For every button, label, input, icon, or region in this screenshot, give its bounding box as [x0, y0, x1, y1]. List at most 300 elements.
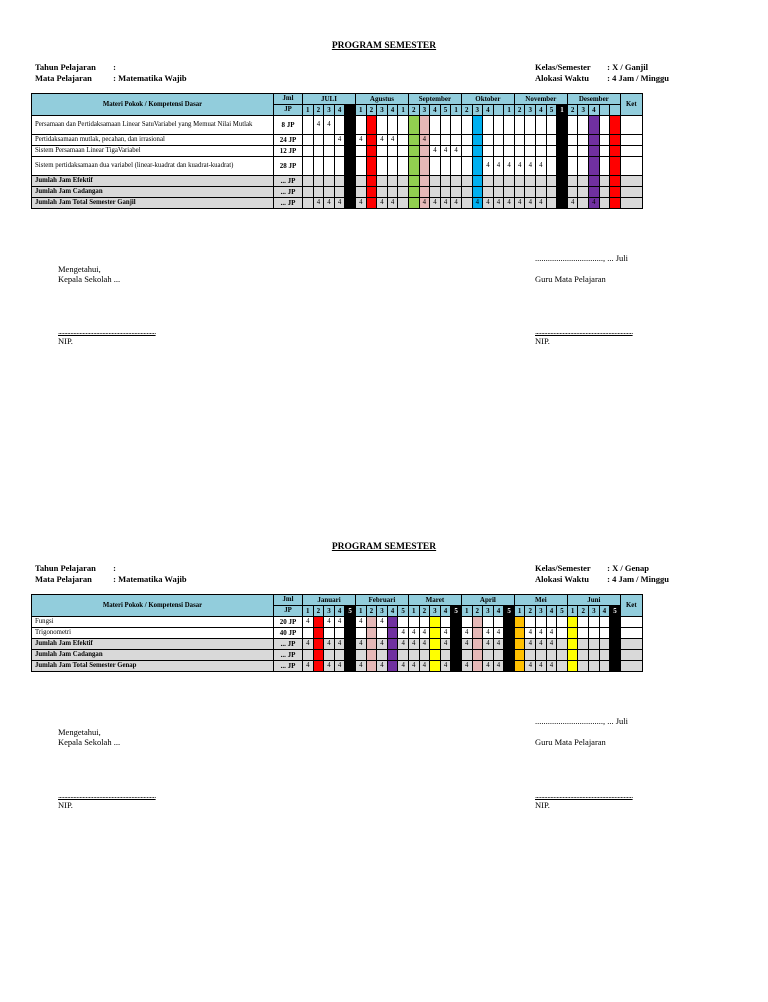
week-cell — [504, 116, 515, 135]
week-cell — [398, 135, 409, 146]
week-cell — [578, 639, 589, 650]
week-cell — [557, 146, 568, 157]
alokasi-waktu — [535, 73, 669, 84]
week-cell — [334, 628, 345, 639]
week-number: 5 — [557, 606, 568, 617]
week-cell — [461, 116, 472, 135]
materi-cell: Trigonometri — [32, 628, 274, 639]
week-cell — [324, 650, 335, 661]
week-cell — [472, 187, 483, 198]
alokasi-value: : 4 Jam / Minggu — [607, 574, 669, 584]
nip-left: NIP. — [58, 800, 73, 810]
week-cell — [610, 661, 621, 672]
week-cell — [472, 135, 483, 146]
week-cell — [536, 187, 547, 198]
week-cell — [398, 187, 409, 198]
month-header: Mei — [514, 595, 567, 606]
week-cell: 4 — [377, 639, 388, 650]
week-cell — [557, 650, 568, 661]
week-cell — [589, 146, 600, 157]
week-number: 1 — [355, 105, 366, 116]
kepala-sekolah-label: Kepala Sekolah ... — [58, 737, 121, 747]
week-cell — [472, 661, 483, 672]
week-cell — [430, 661, 441, 672]
week-number: 5 — [451, 606, 462, 617]
week-cell — [578, 146, 589, 157]
week-cell — [578, 135, 589, 146]
week-cell: 4 — [589, 198, 600, 209]
week-cell — [546, 157, 557, 176]
week-cell: 4 — [355, 661, 366, 672]
week-cell — [345, 157, 356, 176]
week-cell — [525, 135, 536, 146]
week-cell — [536, 146, 547, 157]
week-cell — [303, 198, 314, 209]
week-cell — [589, 187, 600, 198]
week-cell — [472, 176, 483, 187]
week-cell — [387, 628, 398, 639]
program-semester-table — [31, 594, 643, 672]
kelas-label: Kelas/Semester — [535, 563, 591, 573]
week-cell — [408, 116, 419, 135]
week-cell — [483, 116, 494, 135]
week-cell — [483, 617, 494, 628]
jp-cell: ... JP — [274, 187, 303, 198]
week-cell — [430, 639, 441, 650]
semester-genap-section — [0, 500, 768, 820]
week-number — [599, 105, 610, 116]
week-cell — [578, 617, 589, 628]
week-cell — [451, 116, 462, 135]
week-cell: 4 — [408, 661, 419, 672]
page-title: PROGRAM SEMESTER — [331, 41, 437, 51]
week-number: 3 — [536, 606, 547, 617]
week-cell — [514, 187, 525, 198]
week-cell: 4 — [483, 661, 494, 672]
week-cell: 4 — [546, 628, 557, 639]
week-cell — [440, 116, 451, 135]
ket-header: Ket — [620, 595, 642, 617]
week-cell: 4 — [525, 628, 536, 639]
week-cell: 4 — [324, 116, 335, 135]
week-cell — [313, 661, 324, 672]
week-cell — [345, 176, 356, 187]
tahun-value: : — [113, 563, 116, 573]
week-cell — [610, 116, 621, 135]
table-header-row — [32, 595, 643, 606]
week-cell — [504, 146, 515, 157]
table-row — [32, 617, 643, 628]
week-number: 1 — [514, 606, 525, 617]
week-cell — [303, 176, 314, 187]
week-cell — [313, 617, 324, 628]
week-number: 3 — [589, 606, 600, 617]
week-cell — [493, 146, 504, 157]
week-cell — [525, 617, 536, 628]
week-cell — [546, 135, 557, 146]
week-cell — [610, 157, 621, 176]
week-cell — [345, 650, 356, 661]
page-title: PROGRAM SEMESTER — [331, 542, 437, 552]
week-number: 2 — [419, 606, 430, 617]
week-cell: 4 — [440, 639, 451, 650]
week-cell — [324, 176, 335, 187]
mata-pelajaran — [35, 73, 187, 84]
week-cell — [334, 116, 345, 135]
table-row — [32, 198, 643, 209]
month-header: April — [461, 595, 514, 606]
jml-header: Jml — [274, 595, 303, 606]
week-cell — [599, 187, 610, 198]
week-cell: 4 — [324, 198, 335, 209]
week-cell — [504, 617, 515, 628]
week-number: 2 — [472, 606, 483, 617]
week-cell — [461, 135, 472, 146]
guru-label: Guru Mata Pelajaran — [535, 274, 606, 284]
week-cell: 4 — [483, 198, 494, 209]
week-number: 5 — [546, 105, 557, 116]
week-cell — [610, 187, 621, 198]
week-cell — [504, 639, 515, 650]
week-number: 1 — [557, 105, 568, 116]
week-number: 4 — [599, 606, 610, 617]
week-cell — [313, 157, 324, 176]
jml-header: Jml — [274, 94, 303, 105]
week-cell: 4 — [483, 628, 494, 639]
week-number: 4 — [334, 606, 345, 617]
mapel-value: : Matematika Wajib — [113, 574, 187, 584]
tahun-label: Tahun Pelajaran — [35, 62, 96, 72]
week-cell: 4 — [493, 198, 504, 209]
week-cell — [345, 628, 356, 639]
week-cell — [461, 157, 472, 176]
week-number: 3 — [578, 105, 589, 116]
week-cell: 4 — [334, 198, 345, 209]
week-number: 3 — [472, 105, 483, 116]
tahun-label: Tahun Pelajaran — [35, 563, 96, 573]
week-cell — [430, 176, 441, 187]
week-cell — [377, 116, 388, 135]
week-cell — [355, 628, 366, 639]
week-cell — [419, 157, 430, 176]
week-number: 3 — [324, 606, 335, 617]
week-cell — [377, 146, 388, 157]
week-cell — [303, 135, 314, 146]
materi-cell: Jumlah Jam Cadangan — [32, 187, 274, 198]
week-cell — [419, 617, 430, 628]
week-number: 1 — [303, 105, 314, 116]
week-cell — [536, 116, 547, 135]
week-cell — [610, 650, 621, 661]
week-cell: 4 — [536, 198, 547, 209]
week-cell — [472, 628, 483, 639]
week-cell — [430, 628, 441, 639]
week-cell — [408, 650, 419, 661]
week-number: 4 — [493, 606, 504, 617]
week-number: 3 — [377, 606, 388, 617]
week-cell — [324, 628, 335, 639]
mapel-label: Mata Pelajaran — [35, 73, 92, 83]
week-cell — [610, 617, 621, 628]
week-cell — [567, 650, 578, 661]
week-number: 4 — [387, 105, 398, 116]
week-cell — [430, 187, 441, 198]
week-cell — [366, 661, 377, 672]
week-cell — [546, 116, 557, 135]
week-number: 2 — [366, 606, 377, 617]
week-cell — [303, 650, 314, 661]
week-cell — [366, 146, 377, 157]
week-cell — [557, 116, 568, 135]
week-cell: 4 — [536, 157, 547, 176]
week-cell — [366, 617, 377, 628]
week-cell — [430, 650, 441, 661]
nip-right: NIP. — [535, 336, 550, 346]
week-cell — [313, 176, 324, 187]
week-number: 4 — [483, 105, 494, 116]
month-header: Juni — [567, 595, 620, 606]
week-cell — [599, 650, 610, 661]
signature-line-left: ................................................................ — [58, 790, 156, 800]
week-cell: 4 — [313, 116, 324, 135]
week-number: 1 — [398, 105, 409, 116]
week-cell: 4 — [493, 661, 504, 672]
week-cell — [387, 116, 398, 135]
week-cell — [461, 617, 472, 628]
week-number: 2 — [366, 105, 377, 116]
jp-cell: ... JP — [274, 176, 303, 187]
week-number: 5 — [398, 606, 409, 617]
week-cell — [377, 157, 388, 176]
week-number: 3 — [324, 105, 335, 116]
week-cell — [514, 116, 525, 135]
week-number: 1 — [567, 606, 578, 617]
week-cell — [546, 146, 557, 157]
week-number: 1 — [451, 105, 462, 116]
guru-label: Guru Mata Pelajaran — [535, 737, 606, 747]
kelas-value: : X / Genap — [607, 563, 649, 573]
materi-cell: Jumlah Jam Efektif — [32, 639, 274, 650]
week-number: 2 — [578, 606, 589, 617]
week-cell — [303, 116, 314, 135]
week-cell — [514, 176, 525, 187]
week-cell — [377, 187, 388, 198]
week-cell — [514, 146, 525, 157]
week-cell: 4 — [387, 198, 398, 209]
week-cell — [451, 650, 462, 661]
week-cell — [536, 617, 547, 628]
week-cell — [345, 639, 356, 650]
week-cell — [408, 187, 419, 198]
week-cell: 4 — [451, 198, 462, 209]
week-cell: 4 — [567, 198, 578, 209]
jp-cell: ... JP — [274, 661, 303, 672]
week-cell — [589, 617, 600, 628]
week-cell — [313, 639, 324, 650]
week-cell — [408, 617, 419, 628]
week-number: 5 — [610, 606, 621, 617]
week-number: 5 — [504, 606, 515, 617]
week-cell: 4 — [461, 639, 472, 650]
ket-cell — [620, 176, 642, 187]
week-cell — [589, 628, 600, 639]
table-row — [32, 187, 643, 198]
alokasi-waktu — [535, 574, 669, 585]
week-cell — [440, 617, 451, 628]
week-cell — [387, 176, 398, 187]
week-number: 1 — [303, 606, 314, 617]
month-header: November — [514, 94, 567, 105]
week-cell — [599, 661, 610, 672]
week-number: 4 — [430, 105, 441, 116]
week-cell — [461, 650, 472, 661]
week-cell — [493, 135, 504, 146]
week-number: 1 — [408, 606, 419, 617]
week-cell — [472, 617, 483, 628]
week-cell — [578, 176, 589, 187]
week-cell — [504, 135, 515, 146]
week-cell: 4 — [483, 639, 494, 650]
week-cell: 4 — [303, 661, 314, 672]
month-header: Januari — [303, 595, 356, 606]
week-cell — [419, 116, 430, 135]
week-number: 3 — [377, 105, 388, 116]
week-cell — [504, 176, 515, 187]
week-cell — [366, 157, 377, 176]
week-cell — [567, 187, 578, 198]
week-number: 4 — [536, 105, 547, 116]
week-cell — [334, 187, 345, 198]
week-cell — [589, 176, 600, 187]
signature-line-right: ................................................................ — [535, 790, 633, 800]
week-cell — [578, 628, 589, 639]
kelas-semester — [535, 62, 648, 73]
week-cell — [599, 176, 610, 187]
week-cell — [387, 661, 398, 672]
week-cell: 4 — [525, 639, 536, 650]
jp-cell: 8 JP — [274, 116, 303, 135]
week-cell: 4 — [440, 198, 451, 209]
week-number: 2 — [525, 606, 536, 617]
week-cell — [387, 157, 398, 176]
week-cell — [387, 639, 398, 650]
week-cell — [599, 617, 610, 628]
week-cell: 4 — [525, 661, 536, 672]
week-cell: 4 — [419, 639, 430, 650]
week-cell — [303, 187, 314, 198]
table-header-row — [32, 94, 643, 105]
week-cell — [567, 146, 578, 157]
week-cell — [419, 176, 430, 187]
week-cell — [472, 146, 483, 157]
week-number: 2 — [313, 606, 324, 617]
week-cell — [472, 650, 483, 661]
jp-cell: 20 JP — [274, 617, 303, 628]
ket-header: Ket — [620, 94, 642, 116]
week-cell — [514, 661, 525, 672]
table-row — [32, 157, 643, 176]
table-row — [32, 650, 643, 661]
week-cell — [398, 157, 409, 176]
week-number: 4 — [440, 606, 451, 617]
week-cell — [451, 628, 462, 639]
week-cell: 4 — [355, 639, 366, 650]
week-cell — [408, 157, 419, 176]
week-cell — [355, 650, 366, 661]
week-number: 3 — [430, 606, 441, 617]
date-line: ................................, ... Juli — [535, 253, 629, 263]
week-cell: 4 — [324, 639, 335, 650]
week-cell — [567, 116, 578, 135]
week-cell — [567, 157, 578, 176]
week-cell: 4 — [334, 639, 345, 650]
week-cell: 4 — [334, 661, 345, 672]
week-cell — [377, 628, 388, 639]
week-cell — [483, 650, 494, 661]
week-cell: 4 — [324, 617, 335, 628]
week-cell — [430, 116, 441, 135]
week-cell: 4 — [408, 639, 419, 650]
week-cell: 4 — [334, 135, 345, 146]
week-cell: 4 — [398, 639, 409, 650]
table-row — [32, 661, 643, 672]
week-cell — [408, 176, 419, 187]
week-cell — [313, 650, 324, 661]
week-cell: 4 — [546, 639, 557, 650]
week-cell: 4 — [355, 198, 366, 209]
ket-cell — [620, 198, 642, 209]
week-cell — [589, 157, 600, 176]
nip-right: NIP. — [535, 800, 550, 810]
month-header: Maret — [408, 595, 461, 606]
week-cell — [567, 617, 578, 628]
mengetahui-text: Mengetahui, — [58, 727, 101, 737]
week-cell: 4 — [355, 617, 366, 628]
week-cell — [451, 135, 462, 146]
week-cell — [303, 157, 314, 176]
jp-cell: ... JP — [274, 198, 303, 209]
week-cell: 4 — [557, 198, 568, 209]
week-cell — [589, 135, 600, 146]
week-cell — [345, 198, 356, 209]
jp-cell: 24 JP — [274, 135, 303, 146]
week-cell — [578, 187, 589, 198]
week-cell: 4 — [419, 661, 430, 672]
week-cell — [387, 187, 398, 198]
ket-cell — [620, 639, 642, 650]
semester-ganjil-section — [0, 0, 768, 360]
week-cell — [514, 650, 525, 661]
week-cell — [324, 146, 335, 157]
week-cell: 4 — [525, 157, 536, 176]
table-row — [32, 176, 643, 187]
week-cell — [419, 187, 430, 198]
week-cell — [355, 187, 366, 198]
week-cell — [599, 639, 610, 650]
week-cell — [504, 661, 515, 672]
week-number: 2 — [567, 105, 578, 116]
week-cell — [451, 617, 462, 628]
week-cell — [366, 628, 377, 639]
week-cell — [514, 628, 525, 639]
week-number: 4 — [387, 606, 398, 617]
week-cell: 4 — [546, 661, 557, 672]
jp-cell: ... JP — [274, 639, 303, 650]
week-number — [345, 105, 356, 116]
week-number — [493, 105, 504, 116]
week-cell: 4 — [493, 157, 504, 176]
week-cell — [366, 135, 377, 146]
